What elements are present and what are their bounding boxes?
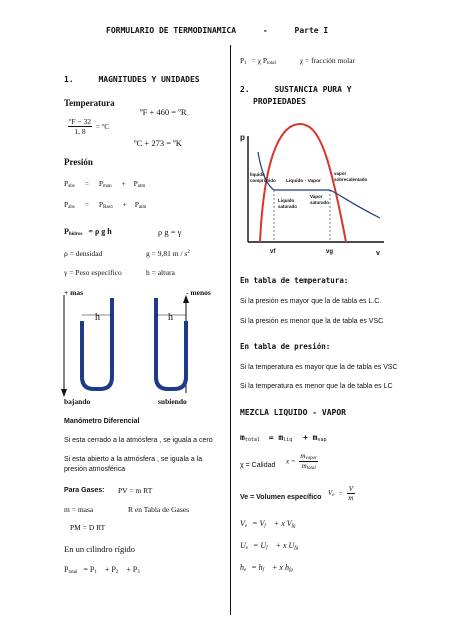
phase-diagram <box>234 118 386 260</box>
ptotal-sub: 1 <box>94 570 97 575</box>
calidad-numerator <box>299 452 318 462</box>
ve-symbol <box>328 489 335 497</box>
gravity-definition <box>146 249 190 258</box>
rho-g-gamma-formula: ρ g = γ <box>158 227 182 237</box>
f-to-c-denominator: 1, 8 <box>74 127 86 136</box>
ptotal-term: + P <box>126 565 138 574</box>
mezcla-heading: MEZCLA LIQUIDO - VAPOR <box>240 408 346 417</box>
pressure-sub: Baro <box>103 205 113 210</box>
pressure-symbol: P <box>64 227 69 236</box>
pressure-symbol: P <box>240 56 245 65</box>
manometro-abierto-2: presión atmosférica <box>64 466 126 473</box>
rho-definition: ρ = densidad <box>64 249 103 258</box>
cilindro-text: En un cilindro rígido <box>64 544 136 554</box>
vapor-sobrecalentado-label-1: vapor <box>334 171 347 176</box>
presion-heading: Presión <box>64 157 93 167</box>
energy-sub: f <box>266 546 268 551</box>
equals-sign: = <box>84 200 89 209</box>
vapor-saturado-label-1: Vapor <box>310 194 323 199</box>
f-to-c-result: = ºC <box>95 122 110 131</box>
gases-label: Para Gases: <box>64 487 105 494</box>
section-1-heading <box>64 75 200 84</box>
volume-sub: fg <box>291 524 296 529</box>
calidad-label: χ = Calidad <box>240 462 276 469</box>
mass-symbol: m <box>301 462 307 470</box>
calidad-denominator <box>299 462 318 471</box>
enthalpy-sub: fg <box>288 568 293 573</box>
ptotal-formula <box>64 565 140 575</box>
section-2-title-b: PROPIEDADES <box>253 97 306 106</box>
pressure-sub: abs <box>68 184 75 189</box>
tabla-temp-line-1: Si la presión es mayor que la de tabla es L.C. <box>240 298 382 305</box>
subiendo-label: subiendo <box>158 397 187 406</box>
pressure-symbol: P <box>134 200 139 209</box>
mass-definition: m = masa <box>64 505 94 514</box>
section-1-title: MAGNITUDES Y UNIDADES <box>98 75 200 84</box>
hidrostatica-formula <box>64 227 112 237</box>
mass-sub: liq <box>283 437 293 443</box>
hidrostatica-rhs: = ρ g h <box>88 227 112 236</box>
mass-symbol: m <box>300 452 306 460</box>
plus-sign: + <box>121 179 126 188</box>
title-text: FORMULARIO DE TERMODINAMICA <box>106 26 237 35</box>
volume-sub: e <box>244 524 248 529</box>
equals-sign: = <box>338 489 343 498</box>
plus-sign: + <box>122 200 127 209</box>
mass-sub: vapor <box>305 456 318 461</box>
pressure-sub: hidros <box>68 232 83 237</box>
ve-f-term: = V <box>252 519 265 528</box>
pressure-symbol: P <box>64 200 69 209</box>
height-label-left: h <box>95 312 100 323</box>
volume-sub: e <box>332 493 335 498</box>
pressure-symbol: P <box>98 200 103 209</box>
ptotal-term: + P <box>104 565 116 574</box>
ve-formula <box>328 485 355 502</box>
height-label-right: h <box>168 312 173 323</box>
p-axis-label: p <box>240 133 245 142</box>
he-fg-term: + x h <box>272 563 289 572</box>
section-2-number: 2. <box>240 85 250 94</box>
mass-symbol: m <box>240 433 245 442</box>
tabla-pres-heading: En tabla de presión: <box>240 342 331 351</box>
vapor-saturado-label-2: saturado <box>310 200 330 205</box>
tabla-pres-line-2: Si la temperatura es menor que la de tabla es LC <box>240 383 393 390</box>
pressure-symbol: P <box>133 179 138 188</box>
ue-mixture-formula <box>240 541 298 551</box>
liquido-vapor-label: Liquido - Vapor <box>286 179 321 184</box>
section-2-title-a: SUSTANCIA PURA Y <box>274 85 352 94</box>
gravity-value: g = 9,81 m / s <box>146 249 188 258</box>
ve-numerator: V <box>348 485 354 493</box>
pressure-symbol: P <box>98 179 103 188</box>
page-title <box>106 26 328 35</box>
tabla-temp-line-2: Si la presión es menor que la de tabla es VSC <box>240 318 384 325</box>
he-f-term: = h <box>251 563 263 572</box>
pressure-sub: atm <box>138 205 147 210</box>
pressure-sub: man <box>103 184 112 189</box>
pm-drt-formula: PM = D RT <box>70 523 106 532</box>
equals-sign: = <box>84 179 89 188</box>
volume-symbol: V <box>328 489 333 497</box>
isotherm-line <box>258 152 380 218</box>
ptotal-term: = P <box>83 565 95 574</box>
ve-mixture-formula <box>240 519 296 529</box>
mtotal-vap-term: + m <box>303 433 318 442</box>
pressure-sub: total <box>267 61 276 66</box>
v-axis-label: v <box>376 250 380 257</box>
mtotal-liq-term: = m <box>268 433 284 442</box>
enthalpy-symbol: h <box>240 563 244 572</box>
calidad-x: x = <box>286 457 296 466</box>
ptotal-sub: 2 <box>115 570 119 575</box>
enthalpy-sub: e <box>244 568 247 573</box>
tabla-temp-heading: En tabla de temperatura: <box>240 276 349 285</box>
volume-symbol: V <box>240 519 245 528</box>
ue-fg-term: + x U <box>275 541 295 550</box>
c-to-k-formula: ºC + 273 = ºK <box>134 138 182 148</box>
pv-mrt-formula: PV = m RT <box>118 486 153 495</box>
vapor-sobrecalentado-label-2: sobrecalentado <box>334 177 368 182</box>
ve-label: Ve = Volumen específico <box>240 494 322 501</box>
mass-sub: vap <box>317 437 327 443</box>
pressure-sub: total <box>68 570 78 575</box>
f-to-c-numerator: ºF − 32 <box>69 117 91 126</box>
title-part: Parte I <box>294 26 329 35</box>
liquido-saturado-label-1: Liquido <box>278 198 295 203</box>
f-to-r-formula: ºF + 460 = ºR <box>140 107 187 117</box>
column-divider <box>230 45 231 615</box>
mass-sub: total <box>306 466 316 471</box>
down-arrow-head <box>61 389 67 397</box>
calidad-formula <box>286 452 318 471</box>
vg-label: vg <box>326 249 334 255</box>
volume-sub: f <box>264 524 266 529</box>
f-to-c-formula <box>68 117 109 136</box>
pressure-sub: atm <box>137 184 146 189</box>
chi-definition: χ = fracción molar <box>299 56 356 65</box>
tabla-pres-line-1: Si la temperatura es mayor que la de tabla es VSC <box>240 364 398 371</box>
menos-label: - menos <box>186 288 211 297</box>
up-arrow-head <box>183 295 189 303</box>
title-dash: - <box>262 26 268 35</box>
ve-denominator: m <box>348 494 354 502</box>
he-mixture-formula <box>240 563 293 573</box>
pressure-symbol: P <box>64 179 69 188</box>
liquido-saturado-label-2: saturado <box>278 204 298 209</box>
temperatura-heading: Temperatura <box>64 98 115 108</box>
manometro-cerrado: Si esta cerrado a la atmósfera , se iguala a cero <box>64 437 213 444</box>
energy-symbol: U <box>240 541 246 550</box>
r-definition: R en Tabla de Gases <box>128 505 189 514</box>
vf-label: vf <box>270 249 276 255</box>
pabs-baro-formula <box>64 200 146 210</box>
pressure-sub: abs <box>68 205 75 210</box>
manometro-heading: Manómetro Diferencial <box>64 418 140 425</box>
mtotal-formula <box>240 433 327 443</box>
height-definition: h = altura <box>146 268 175 277</box>
liquido-comprimido-label-2: comprimido <box>250 178 276 183</box>
liquido-comprimido-label-1: liquido <box>250 172 265 177</box>
pressure-sub: 1 <box>244 61 247 66</box>
pressure-symbol: P <box>64 565 69 574</box>
manometro-abierto-1: Si esta abierto a la atmósfera , se iguala a la <box>64 456 203 463</box>
bajando-label: bajando <box>64 397 91 406</box>
gravity-exponent: 2 <box>187 250 190 255</box>
pabs-man-formula <box>64 179 145 189</box>
energy-sub: e <box>245 546 249 551</box>
ptotal-sub: 3 <box>137 570 140 575</box>
enthalpy-sub: f <box>262 568 265 573</box>
mas-label: + mas <box>64 288 84 297</box>
ve-fg-term: + x V <box>273 519 292 528</box>
section-2-heading <box>240 85 352 94</box>
energy-sub: fg <box>294 546 299 551</box>
ue-f-term: = U <box>253 541 267 550</box>
section-1-number: 1. <box>64 75 74 84</box>
mass-sub: total <box>244 437 260 443</box>
fraccion-rhs: = χ P <box>251 56 268 65</box>
fraccion-molar-formula <box>240 56 355 66</box>
u-tube-diagram <box>60 293 230 399</box>
gamma-definition: γ = Peso específico <box>64 268 122 277</box>
